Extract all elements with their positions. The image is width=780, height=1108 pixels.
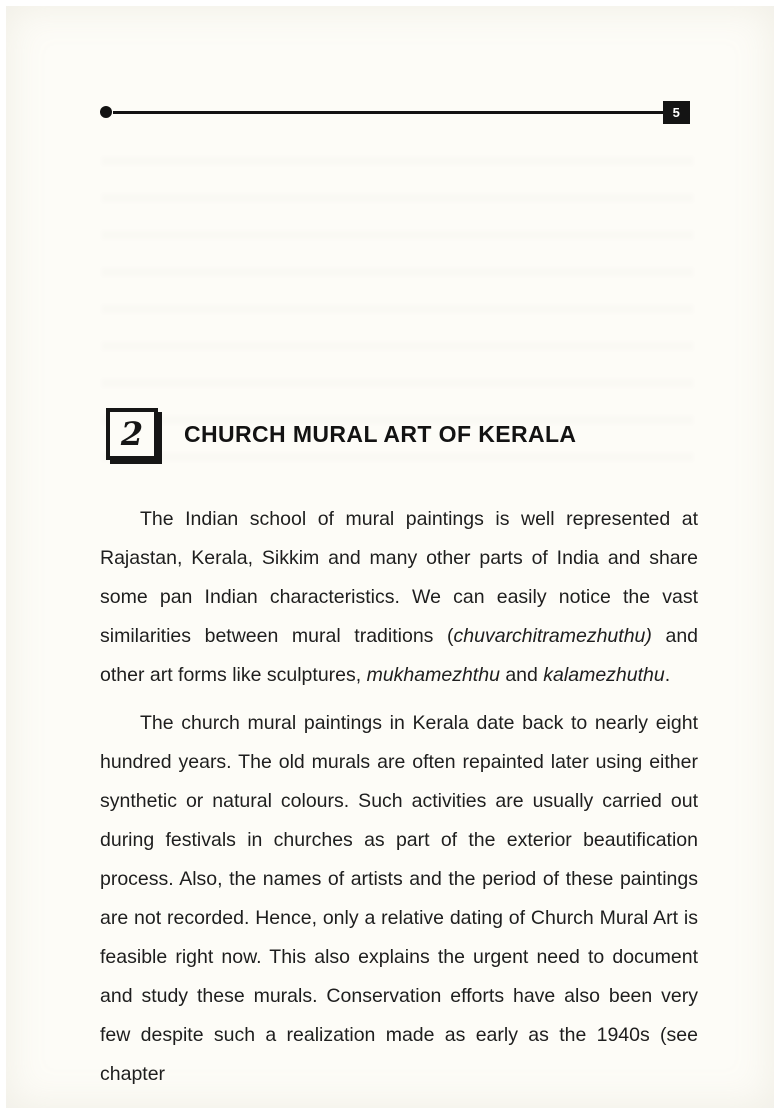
text-run: and other art forms like sculptures, [100,625,699,686]
chapter-number: 2 [120,415,144,453]
scanned-book-page [6,6,774,1108]
horizontal-rule [113,111,663,114]
italic-term: kalamezhuthu [543,664,665,686]
rule-end-dot-icon [100,106,112,118]
chapter-title: CHURCH MURAL ART OF KERALA [184,420,577,447]
text-run: The church mural paintings in Kerala date back to nearly eight hundred years. The old murals are often repainted later using either synthetic or natural colours. Such activities are usually carried out during festivals in churches as part of the exterior beautification process. Also, the names of artists and the period of these paintings are not recorded. Hence, only a relative dating of Church Mural Art is feasible right now. This also explains the urgent need to document and study these murals. Conservation efforts have also been very few despite such a realization made as early as the 1940s (see chapter [100,712,698,1085]
paragraph [100,500,698,695]
body-text [100,500,698,1103]
page-number: 5 [672,104,681,120]
page-number-badge [663,101,690,124]
chapter-heading [106,408,576,460]
text-run: and [499,664,544,686]
italic-term: chuvarchitramezhuthu) [453,625,652,647]
text-run: The Indian school of mural paintings is well represented at Rajastan, Kerala, Sikkim and many other parts of India and share some pan Indian characteristics. We can easily notice the vast similarities between mural traditions ( [100,508,698,647]
paragraph [100,704,698,1094]
text-run: . [664,664,671,686]
italic-term: mukhamezhthu [366,664,500,686]
chapter-number-box [106,408,158,460]
page-header-rule [100,100,690,124]
